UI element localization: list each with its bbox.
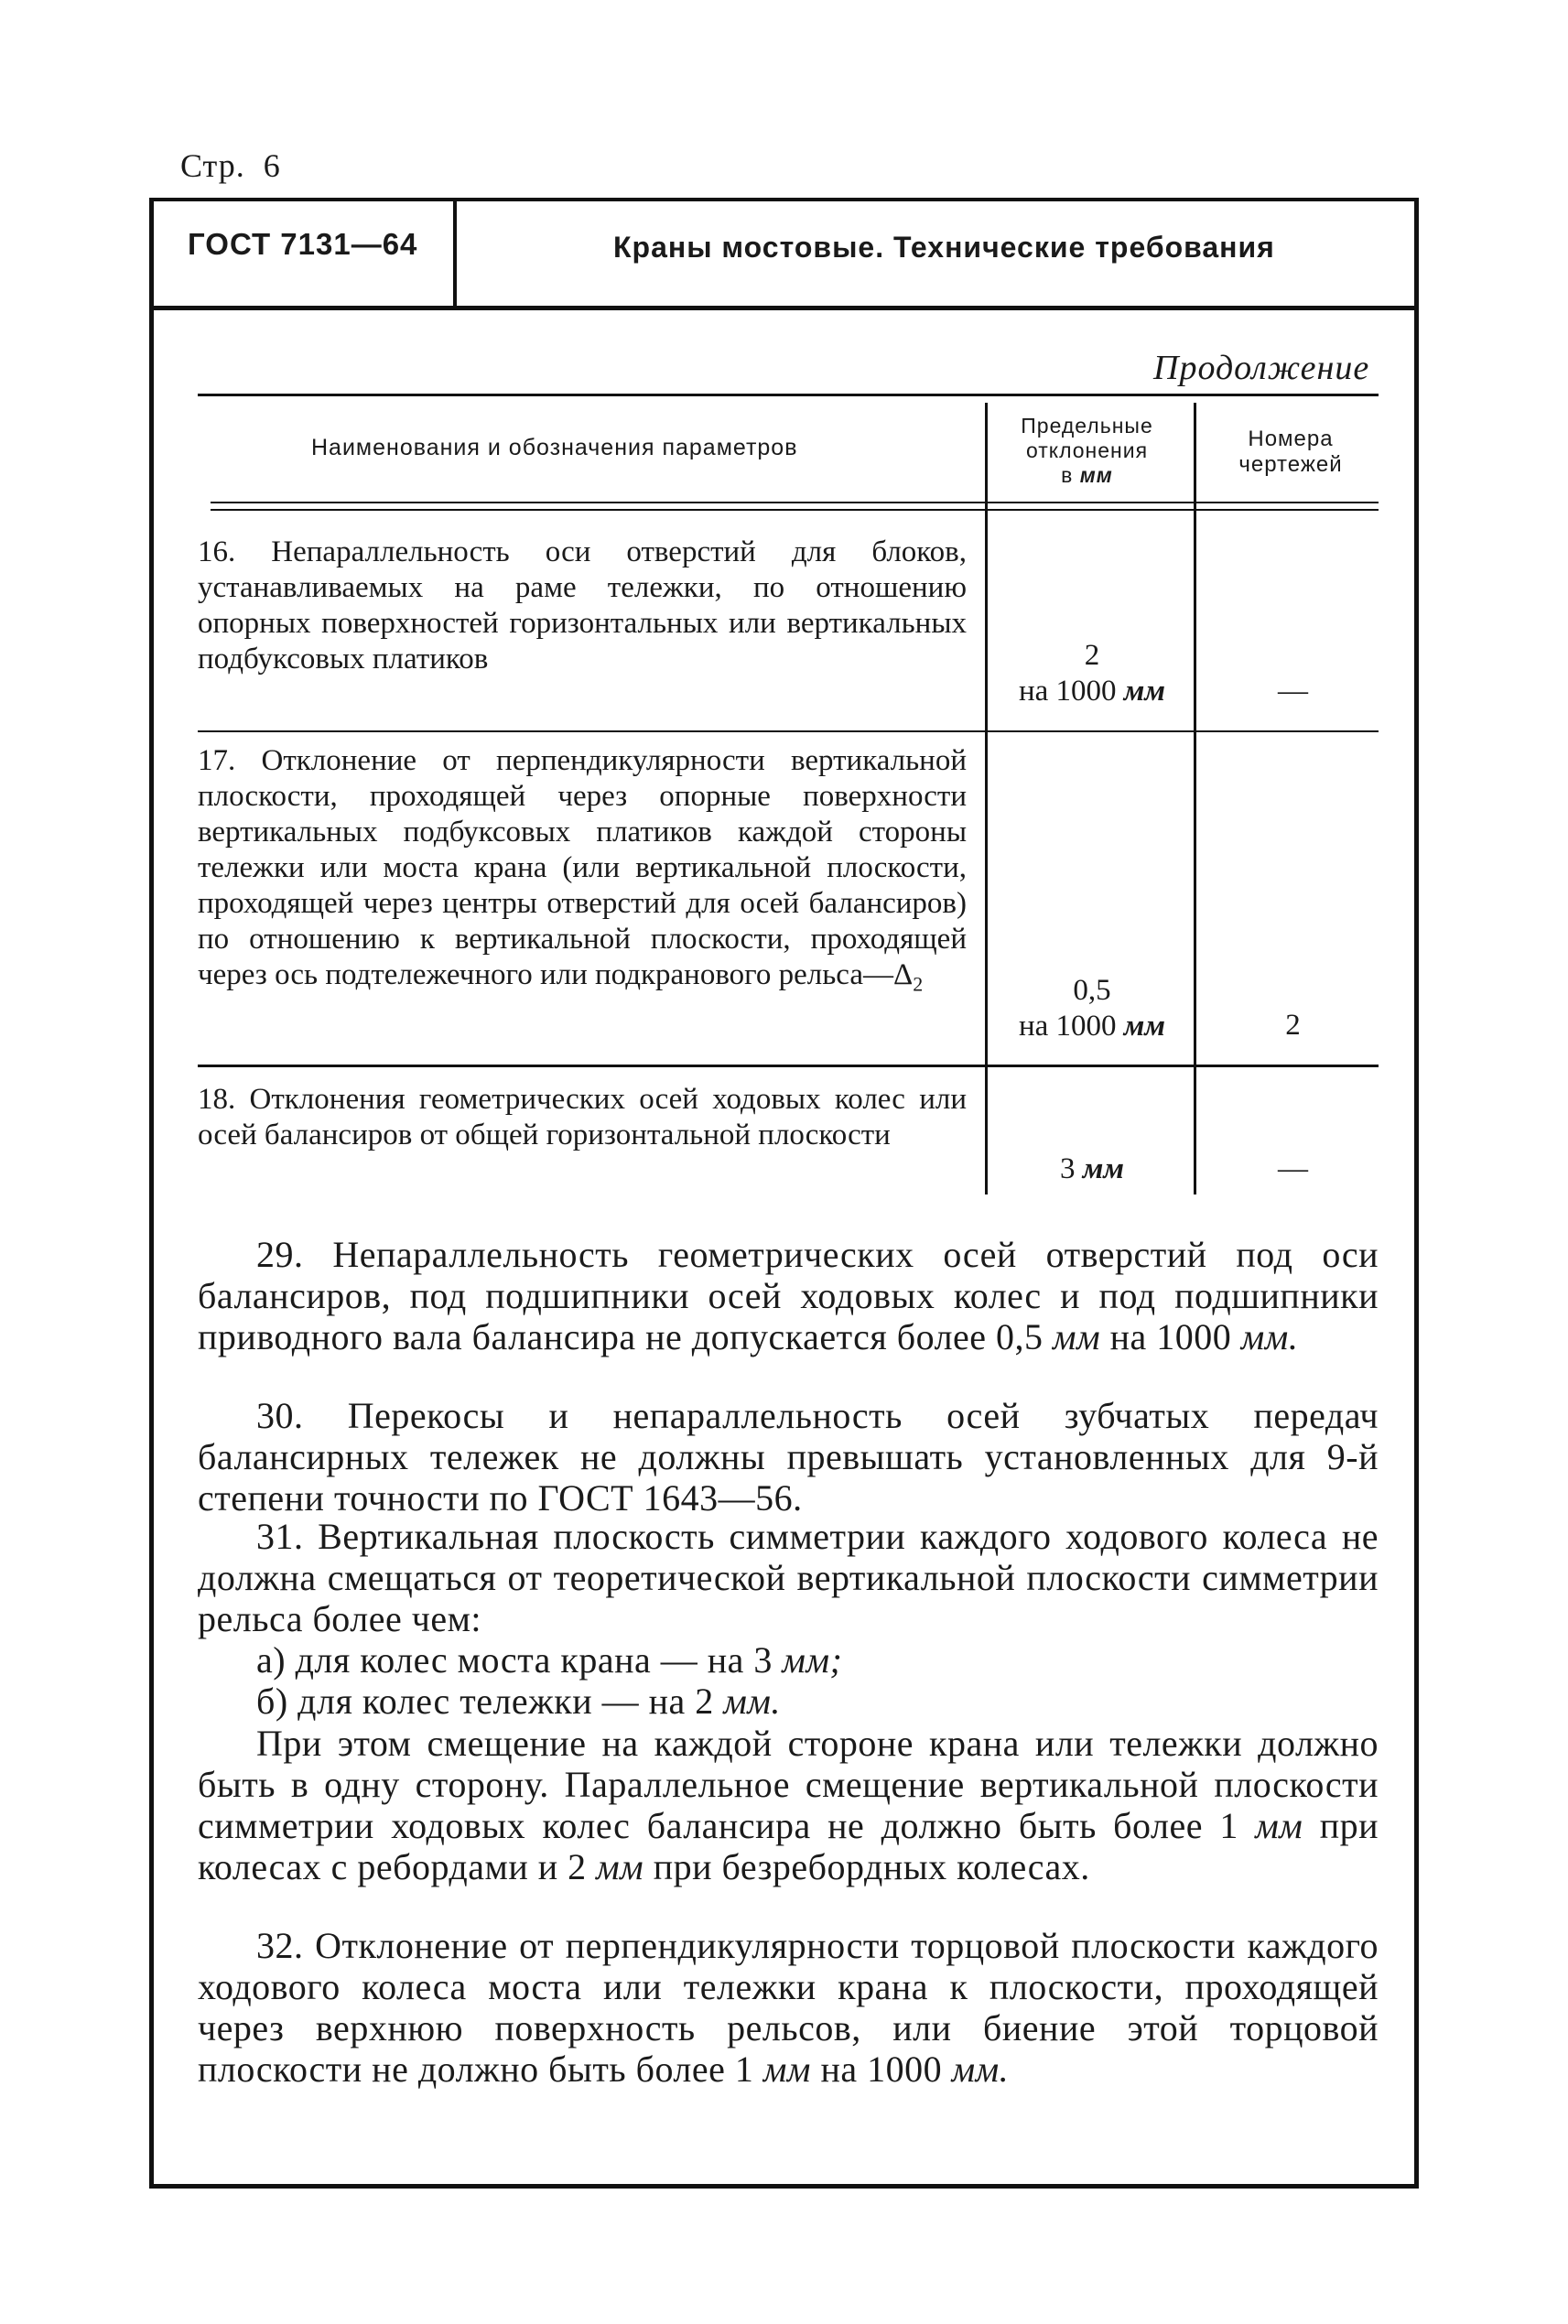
paragraph-31-note: При этом смещение на каждой стороне крана или тележки должно быть в одну сторону. Параллельное смещение вертикальной плоскости симметрии ходовых колес балансира не должно быть более 1 мм при колесах с ребордами и 2 мм при безребордных колесах.: [198, 1723, 1379, 1887]
column-header-name: Наименования и обозначения параметров: [311, 435, 798, 460]
table-row-18-drawing: —: [1278, 1152, 1308, 1185]
table-row-16-drawing: —: [1278, 675, 1308, 708]
table-col-divider-2: [1194, 403, 1196, 1194]
table-row-17-drawing: 2: [1285, 1009, 1301, 1042]
standard-title: Краны мостовые. Технические требования: [613, 231, 1275, 264]
bottom-rule: [149, 2184, 1419, 2189]
table-row-16-text: 16. Непараллельность оси отверстий для блоков, устанавливаемых на раме тележки, по отношению опорных поверхностей горизонтальных или вертикальных подбуксовых платиков: [198, 535, 967, 676]
frame-left-border: [149, 198, 154, 2188]
column-header-deviation: Предельные отклонения в мм: [1021, 414, 1153, 487]
standard-code: ГОСТ 7131—64: [188, 227, 418, 261]
page-number: Стр. 6: [180, 147, 281, 184]
table-row-16-deviation: 2 на 1000 мм: [1018, 639, 1166, 708]
table-row-rule: [198, 1065, 1379, 1067]
table-row-18-deviation: 3 мм: [1060, 1152, 1124, 1185]
table-row-18-text: 18. Отклонения геометрических осей ходовых колес или осей балансиров от общей горизонтальной плоскости: [198, 1083, 967, 1151]
paragraph-32: 32. Отклонение от перпендикулярности торцовой плоскости каждого ходового колеса моста или тележки крана к плоскости, проходящей через верхнюю поверхность рельсов, или биение этой торцовой плоскости не должно быть более 1 мм на 1000 мм.: [198, 1925, 1379, 2090]
continuation-label: Продолжение: [1153, 349, 1370, 387]
table-header-rule-double: [211, 509, 1379, 511]
table-top-rule: [198, 394, 1379, 396]
paragraph-31: 31. Вертикальная плоскость симметрии каждого ходового колеса не должна смещаться от теоретической вертикальной плоскости симметрии рельса более чем:: [198, 1516, 1379, 1639]
paragraph-31-item-a: а) для колес моста крана — на 3 мм;: [256, 1639, 843, 1681]
frame-right-border: [1414, 198, 1419, 2188]
frame-top-border: [149, 198, 1419, 201]
table-row-rule: [198, 730, 1379, 732]
table-col-divider-1: [985, 403, 988, 1194]
column-header-drawing: Номера чертежей: [1238, 427, 1343, 477]
paragraph-30: 30. Перекосы и непараллельность осей зубчатых передач балансирных тележек не должны превышать установленных для 9-й степени точности по ГОСТ 1643—56.: [198, 1395, 1379, 1519]
table-header-rule: [211, 502, 1379, 503]
header-divider: [453, 198, 457, 306]
table-row-17-text: 17. Отклонение от перпендикулярности вертикальной плоскости, проходящей через опорные поверхности вертикальных подбуксовых платиков каждой стороны тележки или моста крана (или вертикальной плоскости, проходящей через центры отверстий для осей балансиров) по отношению к вертикальной плоскости, проходящей через ось подтележечного или подкранового $рельса—\Delta_2$: [198, 744, 967, 996]
paragraph-31-item-b: б) для колес тележки — на 2 мм.: [256, 1681, 781, 1722]
header-rule: [149, 306, 1419, 310]
table-row-17-deviation: 0,5 на 1000 мм: [1018, 974, 1166, 1043]
paragraph-29: 29. Непараллельность геометрических осей отверстий под оси балансиров, под подшипники осей ходовых колес и под подшипники приводного вала балансира не допускается более 0,5 мм на 1000 мм.: [198, 1234, 1379, 1357]
